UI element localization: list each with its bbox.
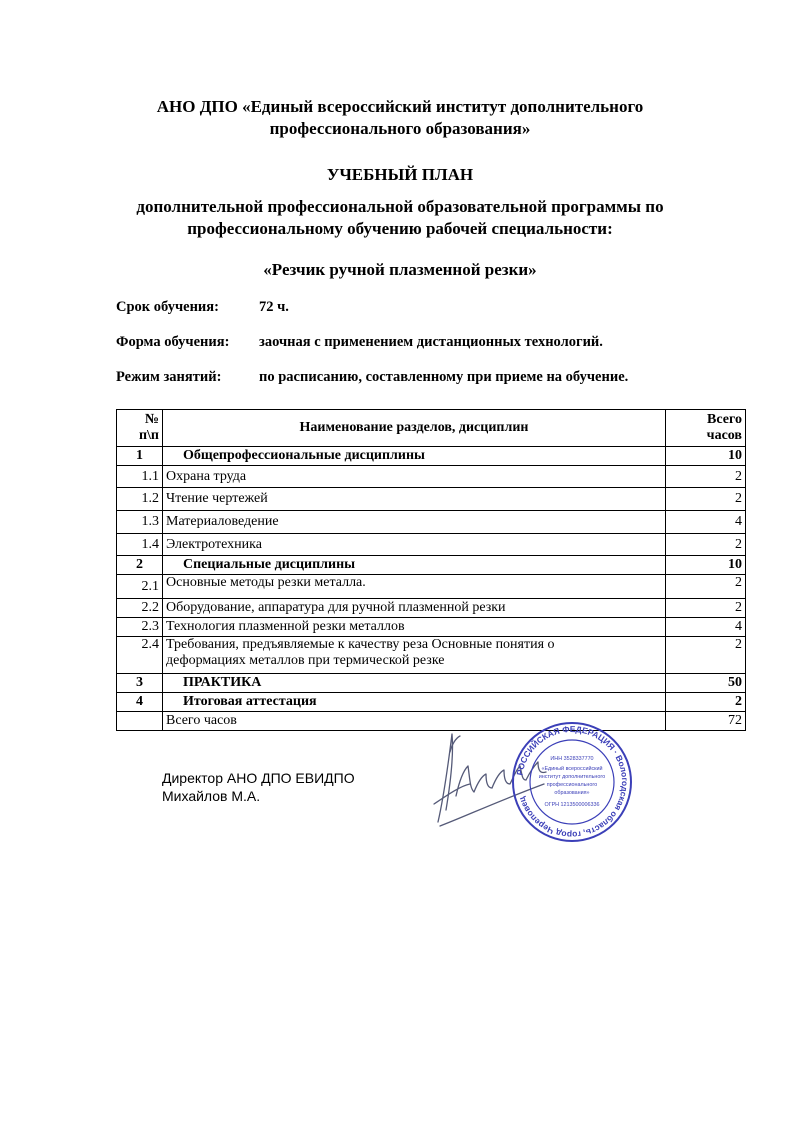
svg-text:ИНН 3528337770: ИНН 3528337770 — [550, 756, 594, 762]
form-value: заочная с применением дистанционных технологий. — [259, 334, 603, 350]
director-title: Директор АНО ДПО ЕВИДПО — [162, 770, 355, 786]
duration-value: 72 ч. — [259, 299, 289, 315]
table-row-total: Всего часов 72 — [117, 712, 746, 731]
table-row: 2.2 Оборудование, аппаратура для ручной плазменной резки 2 — [117, 599, 746, 618]
svg-text:образования»: образования» — [554, 790, 590, 796]
header-hours: Всего часов — [666, 410, 746, 447]
program-description: дополнительной профессиональной образовательной программы по профессиональному обучению рабочей специальности: — [136, 197, 664, 238]
table-row: 1 Общепрофессиональные дисциплины 10 — [117, 447, 746, 466]
table-row: 2.1 Основные методы резки металла. 2 — [117, 575, 746, 599]
table-row: 1.1 Охрана труда 2 — [117, 466, 746, 488]
document-title: УЧЕБНЫЙ ПЛАН — [326, 165, 474, 184]
svg-text:ОГРН 1213500006336: ОГРН 1213500006336 — [544, 802, 600, 808]
table-header-row — [117, 410, 746, 447]
table-row: 2.4 Требования, предъявляемые к качеству реза Основные понятия о деформациях металлов при термической резке 2 — [117, 637, 746, 674]
multiline-cell: Требования, предъявляемые к качеству реза Основные понятия о деформациях металлов при термической резке — [163, 637, 666, 674]
header-name: Наименование разделов, дисциплин — [163, 410, 666, 447]
organization-stamp — [510, 720, 634, 844]
mode-label: Режим занятий: — [116, 369, 222, 385]
table-row: 1.3 Материаловедение 4 — [117, 511, 746, 534]
duration-label: Срок обучения: — [116, 299, 219, 315]
table-row: 2.3 Технология плазменной резки металлов 4 — [117, 618, 746, 637]
director-signature-block — [162, 769, 355, 805]
organization-name: АНО ДПО «Единый всероссийский институт дополнительного профессионального образования» — [156, 97, 644, 138]
form-label: Форма обучения: — [116, 334, 230, 350]
table-row: 2 Специальные дисциплины 10 — [117, 556, 746, 575]
svg-text:«Единый всероссийский: «Единый всероссийский — [541, 766, 603, 772]
curriculum-table — [116, 409, 746, 731]
table-row: 3 ПРАКТИКА 50 — [117, 674, 746, 693]
svg-text:институт дополнительного: институт дополнительного — [538, 774, 606, 780]
table-row: 1.2 Чтение чертежей 2 — [117, 488, 746, 511]
mode-value: по расписанию, составленному при приеме на обучение. — [259, 369, 629, 385]
director-name: Михайлов М.А. — [162, 788, 261, 804]
table-row: 1.4 Электротехника 2 — [117, 534, 746, 556]
header-number: № п\п — [117, 410, 163, 447]
svg-text:РОССИЙСКАЯ ФЕДЕРАЦИЯ · Вологод: РОССИЙСКАЯ ФЕДЕРАЦИЯ · Вологодская область, город Череповец — [514, 723, 631, 841]
table-row: 4 Итоговая аттестация 2 — [117, 693, 746, 712]
specialty-name: «Резчик ручной плазменной резки» — [263, 260, 537, 279]
svg-text:профессионального: профессионального — [546, 782, 598, 788]
